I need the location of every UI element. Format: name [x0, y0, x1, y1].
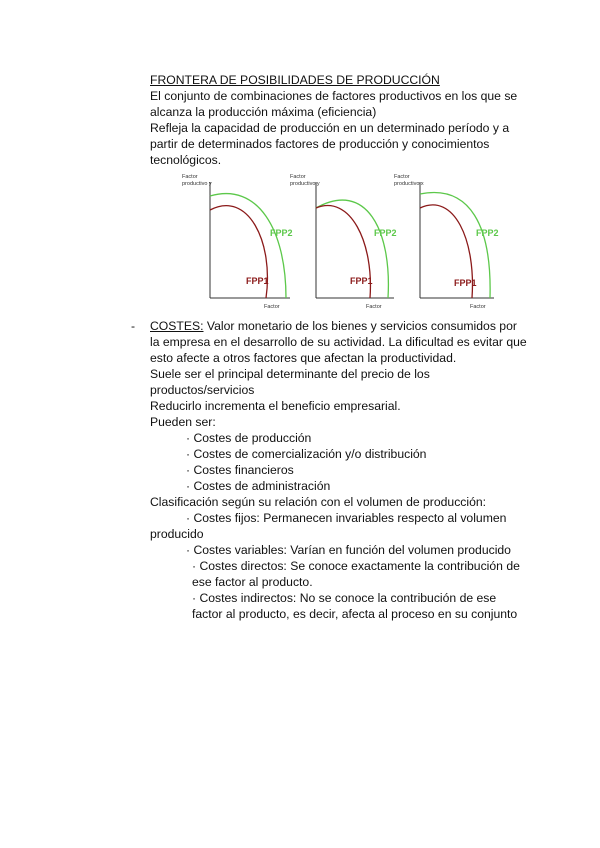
fpp-text-line: partir de determinados factores de producción y conocimientos — [150, 137, 490, 151]
fpp-text-line: tecnológicos. — [150, 153, 222, 167]
y-axis-label: productivo y — [290, 181, 320, 187]
y-axis-label: Factor — [290, 174, 306, 180]
ppf-inner-label: FPP1 — [246, 276, 269, 286]
ppf-panel-3 — [394, 174, 499, 310]
y-axis-label: Factor — [394, 174, 410, 180]
x-axis-label: Factor — [366, 304, 382, 310]
ppf-outer-label: FPP2 — [374, 228, 397, 238]
y-axis-label: productivo y — [182, 181, 212, 187]
indirect-costs-item-cont: factor al producto, es decir, afecta al proceso en su conjunto — [192, 607, 518, 621]
ppf-outer-label: FPP2 — [476, 228, 499, 238]
costes-text-line: la empresa en el desarrollo de su actividad. La dificultad es evitar que — [150, 335, 527, 349]
cost-type-item: · Costes de administración — [186, 479, 331, 493]
section-title-fpp: FRONTERA DE POSIBILIDADES DE PRODUCCIÓN — [150, 73, 440, 87]
x-axis-label: Factor — [470, 304, 486, 310]
costes-text-line: Pueden ser: — [150, 415, 216, 429]
cost-type-item: · Costes de producción — [186, 431, 312, 445]
direct-costs-item-cont: ese factor al producto. — [192, 575, 313, 589]
fpp-text-line: alcanza la producción máxima (eficiencia) — [150, 105, 377, 119]
ppf-panel-1 — [182, 174, 293, 310]
fixed-costs-item: · Costes fijos: Permanecen invariables respecto al volumen — [186, 511, 507, 525]
costes-text-line: Reducirlo incrementa el beneficio empresarial. — [150, 399, 401, 413]
ppf-panel-2 — [290, 174, 397, 310]
ppf-inner-label: FPP1 — [454, 278, 477, 288]
direct-costs-item: · Costes directos: Se conoce exactamente la contribución de — [192, 559, 520, 573]
x-axis-label: Factor — [264, 304, 280, 310]
classification-heading: Clasificación según su relación con el volumen de producción: — [150, 495, 487, 509]
cost-type-item: · Costes financieros — [186, 463, 294, 477]
fixed-costs-item-cont: producido — [150, 527, 204, 541]
costes-text-line: Suele ser el principal determinante del precio de los — [150, 367, 430, 381]
costes-text-line: productos/servicios — [150, 383, 255, 397]
section-title-costes: COSTES: — [150, 319, 204, 333]
fpp-text-line: El conjunto de combinaciones de factores productivos en los que se — [150, 89, 518, 103]
indirect-costs-item: · Costes indirectos: No se conoce la contribución de ese — [192, 591, 497, 605]
variable-costs-item: · Costes variables: Varían en función del volumen producido — [186, 543, 511, 557]
bullet-dash: - — [131, 319, 136, 333]
ppf-outer-label: FPP2 — [270, 228, 293, 238]
y-axis-label: productivo x — [394, 181, 424, 187]
costes-first-line — [150, 318, 517, 334]
ppf-diagram — [178, 170, 499, 312]
fpp-text-line: Refleja la capacidad de producción en un determinado período y a — [150, 121, 510, 135]
cost-type-item: · Costes de comercialización y/o distribución — [186, 447, 427, 461]
costes-definition-start: Valor monetario de los bienes y servicios consumidos por — [203, 319, 517, 333]
ppf-figure — [178, 170, 499, 312]
ppf-inner-label: FPP1 — [350, 276, 373, 286]
costes-text-line: esto afecte a otros factores que afectan la productividad. — [150, 351, 457, 365]
y-axis-label: Factor — [182, 174, 198, 180]
